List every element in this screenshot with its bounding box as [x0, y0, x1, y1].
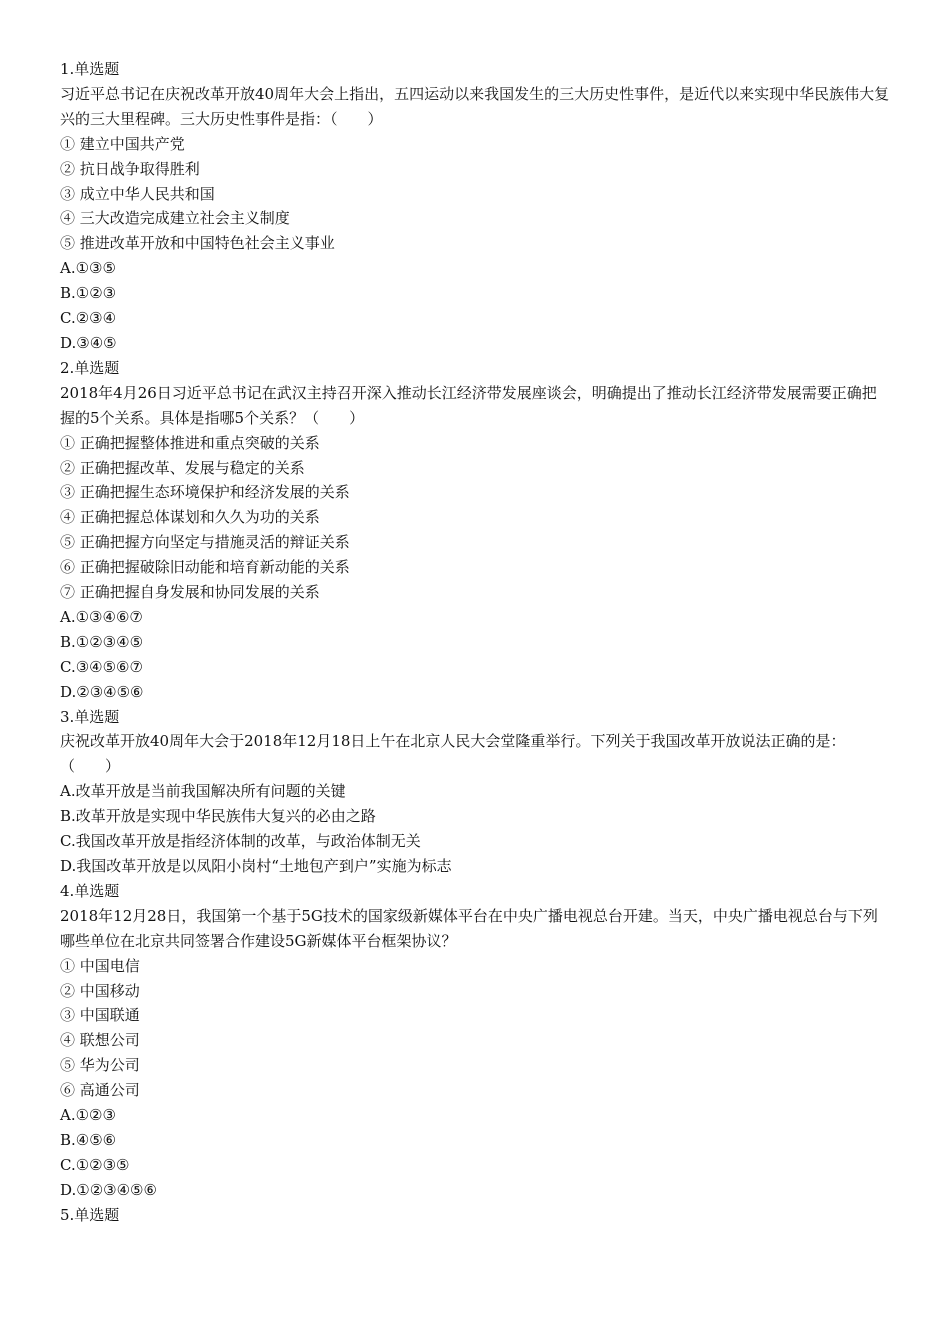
answer-option: C.我国改革开放是指经济体制的改革，与政治体制无关	[60, 832, 421, 851]
list-item: ⑤ 推进改革开放和中国特色社会主义事业	[60, 234, 335, 253]
list-item: ① 建立中国共产党	[60, 134, 185, 153]
list-item: ⑦ 正确把握自身发展和协同发展的关系	[60, 583, 320, 602]
question-header: 2.单选题	[60, 358, 120, 377]
answer-option: C.③④⑤⑥⑦	[60, 657, 143, 676]
answer-option: B.①②③④⑤	[60, 632, 144, 651]
answer-option: D.①②③④⑤⑥	[60, 1180, 157, 1199]
list-item: ② 正确把握改革、发展与稳定的关系	[60, 458, 305, 477]
list-item: ③ 正确把握生态环境保护和经济发展的关系	[60, 483, 350, 502]
question-3	[60, 705, 890, 879]
list-item: ③ 成立中华人民共和国	[60, 184, 215, 203]
question-stem: 2018年12月28日，我国第一个基于5G技术的国家级新媒体平台在中央广播电视总台开建。当天，中央广播电视总台与下列哪些单位在北京共同签署合作建设5G新媒体平台框架协议？	[60, 906, 878, 950]
question-2	[60, 356, 890, 705]
question-header: 1.单选题	[60, 60, 120, 78]
answer-option: C.②③④	[60, 309, 117, 328]
list-item: ④ 三大改造完成建立社会主义制度	[60, 209, 290, 228]
list-item: ⑥ 正确把握破除旧动能和培育新动能的关系	[60, 558, 350, 577]
question-stem: 习近平总书记在庆祝改革开放40周年大会上指出，五四运动以来我国发生的三大历史性事件，是近代以来实现中华民族伟大复兴的三大里程碑。三大历史性事件是指：（ ）	[60, 84, 890, 128]
answer-option: D.③④⑤	[60, 333, 117, 352]
list-item: ① 中国电信	[60, 956, 140, 975]
list-item: ⑥ 高通公司	[60, 1081, 140, 1100]
list-item: ③ 中国联通	[60, 1006, 140, 1025]
question-1	[60, 57, 890, 356]
answer-option: D.②③④⑤⑥	[60, 682, 144, 701]
list-item: ④ 正确把握总体谋划和久久为功的关系	[60, 508, 320, 527]
question-stem: 2018年4月26日习近平总书记在武汉主持召开深入推动长江经济带发展座谈会，明确提出了推动长江经济带发展需要正确把握的5个关系。具体是指哪5个关系？（ ）	[60, 383, 877, 427]
question-stem: 庆祝改革开放40周年大会于2018年12月18日上午在北京人民大会堂隆重举行。下列关于我国改革开放说法正确的是：（ ）	[60, 732, 846, 776]
list-item: ⑤ 华为公司	[60, 1056, 140, 1075]
list-item: ⑤ 正确把握方向坚定与措施灵活的辩证关系	[60, 533, 350, 552]
question-5	[60, 1203, 890, 1228]
answer-option: B.改革开放是实现中华民族伟大复兴的必由之路	[60, 807, 376, 826]
answer-option: B.①②③	[60, 284, 117, 303]
list-item: ② 中国移动	[60, 981, 140, 1000]
question-header: 4.单选题	[60, 881, 120, 900]
question-4	[60, 879, 890, 1203]
document-page	[60, 57, 890, 1228]
list-item: ④ 联想公司	[60, 1031, 140, 1050]
list-item: ② 抗日战争取得胜利	[60, 159, 200, 178]
answer-option: B.④⑤⑥	[60, 1130, 117, 1149]
question-header: 5.单选题	[60, 1205, 120, 1224]
list-item: ① 正确把握整体推进和重点突破的关系	[60, 433, 320, 452]
answer-option: C.①②③⑤	[60, 1155, 130, 1174]
answer-option: A.①③④⑥⑦	[60, 607, 143, 626]
question-header: 3.单选题	[60, 707, 120, 726]
answer-option: A.①③⑤	[60, 259, 116, 278]
answer-option: A.①②③	[60, 1106, 116, 1125]
answer-option: D.我国改革开放是以凤阳小岗村“土地包产到户”实施为标志	[60, 857, 452, 875]
answer-option: A.改革开放是当前我国解决所有问题的关键	[60, 782, 346, 801]
